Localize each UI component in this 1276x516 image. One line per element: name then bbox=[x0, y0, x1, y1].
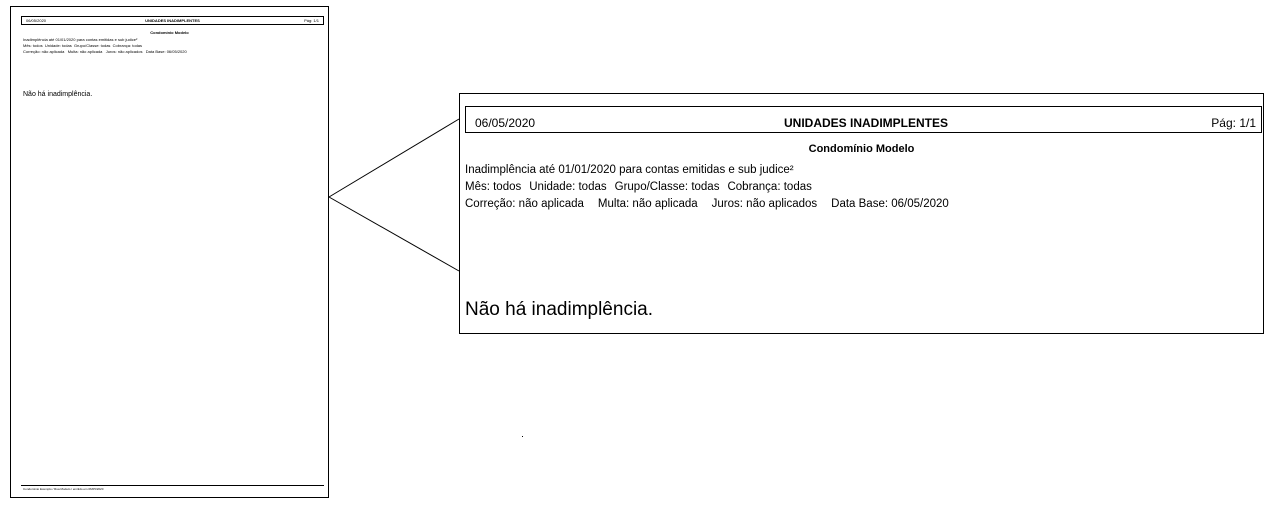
filter-database: Data Base: 06/05/2020 bbox=[831, 198, 949, 210]
thumb-report-date: 06/05/2020 bbox=[26, 18, 47, 23]
thumb-filter-line-3: Correção: não aplicada Multa: não aplicada Juros: não aplicados Data Base: 06/05/2020 bbox=[23, 49, 187, 54]
empty-message: Não há inadimplência. bbox=[465, 299, 654, 320]
thumb-footer-text: Condomínio Exemplo / Rua Modelo / emitido em 06/05/2020 bbox=[23, 487, 104, 491]
filter-grupo: Grupo/Classe: todas bbox=[614, 181, 720, 193]
filter-juros: Juros: não aplicados bbox=[711, 198, 818, 210]
thumb-report-title: UNIDADES INADIMPLENTES bbox=[145, 18, 200, 23]
report-date: 06/05/2020 bbox=[475, 116, 536, 130]
filter-line-2 bbox=[465, 181, 812, 193]
filter-mes: Mês: todos bbox=[465, 181, 522, 193]
thumb-page-number: Pág: 1/1 bbox=[304, 18, 319, 23]
thumb-filter-line-1: Inadimplência até 01/01/2020 para contas emitidas e sub judice² bbox=[23, 37, 138, 42]
page-number: Pág: 1/1 bbox=[1211, 116, 1256, 130]
filter-multa: Multa: não aplicada bbox=[597, 198, 698, 210]
thumb-condominium-name: Condomínio Modelo bbox=[150, 30, 189, 35]
zoomed-report-section bbox=[459, 93, 1264, 334]
condominium-name: Condomínio Modelo bbox=[808, 143, 915, 155]
stray-dot bbox=[522, 436, 523, 437]
filter-line-1: Inadimplência até 01/01/2020 para contas emitidas e sub judice² bbox=[465, 164, 794, 176]
filter-cobranca: Cobrança: todas bbox=[727, 181, 812, 193]
filter-line-3 bbox=[465, 198, 949, 210]
filter-correcao: Correção: não aplicada bbox=[465, 198, 584, 210]
thumb-empty-message: Não há inadimplência. bbox=[23, 91, 93, 98]
filter-unidade: Unidade: todas bbox=[529, 181, 607, 193]
report-title: UNIDADES INADIMPLENTES bbox=[783, 116, 948, 130]
report-header bbox=[465, 106, 1262, 133]
thumb-filter-line-2: Mês: todos Unidade: todas Grupo/Classe: todas Cobrança: todas bbox=[23, 43, 143, 48]
